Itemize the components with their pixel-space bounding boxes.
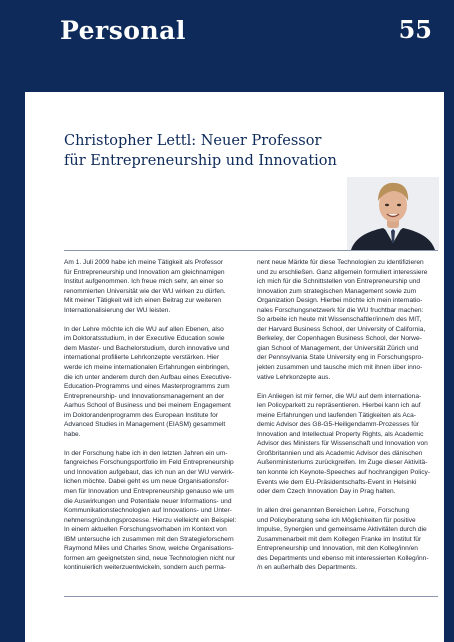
- paragraph-line: jekten zusammen und tausche mich mit ihnen über inno-: [257, 364, 423, 372]
- paragraph-line: In allen drei genannten Bereichen Lehre, Forschung: [257, 507, 410, 515]
- paragraph-line: nehmensgründungsprozesse. Hierzu vielleicht ein Beispiel:: [64, 516, 237, 524]
- paragraph-line: und Policyberatung sehe ich Möglichkeiten für positive: [257, 516, 416, 524]
- article-paragraph: [257, 392, 439, 497]
- paragraph-line: Education-Programms und eines Masterprogramms zum: [64, 383, 230, 391]
- paragraph-line: formen am geeignetsten sind, neue Technologien nicht nur: [64, 554, 236, 562]
- paragraph-line: die Auswirkungen und Potentiale neuer Informations- und: [64, 497, 232, 505]
- paragraph-line: Mit meiner Tätigkeit will ich einen Beitrag zur weiteren: [64, 297, 222, 305]
- section-title: Personal: [60, 16, 186, 45]
- text-column-left: [64, 258, 246, 582]
- paragraph-line: lichen möchte. Dabei geht es um neue Organisationsfor-: [64, 478, 229, 486]
- article-title-line: für Entrepreneurship und Innovation: [64, 153, 337, 169]
- paragraph-line: Innovation and Intellectual Property Rights, als Academic: [257, 430, 424, 438]
- paragraph-line: Großbritannien und als Academic Advisor des dänischen: [257, 449, 423, 457]
- paragraph-line: Entrepreneurship und Innovation, mit den Kolleg/inn/en: [257, 545, 418, 553]
- paragraph-line: kontinuierlich weiterzuentwickeln, sondern auch perma-: [64, 564, 226, 572]
- paragraph-line: der Pennsylvania State University eng in Forschungspro-: [257, 354, 424, 362]
- paragraph-line: Kommunikationstechnologien auf Innovations- und Unter-: [64, 507, 232, 515]
- portrait-illustration: [347, 177, 439, 250]
- paragraph-line: So arbeite ich heute mit Wissenschaftler/inne/n des MIT,: [257, 316, 422, 324]
- bottom-divider: [64, 596, 438, 597]
- paragraph-line: Zusammenarbeit mit dem Kollegen Franke im Institut für: [257, 535, 422, 543]
- article-paragraph: [257, 258, 439, 382]
- paragraph-line: der Harvard Business School, der University of California,: [257, 325, 426, 333]
- paragraph-line: In der Lehre möchte ich die WU auf allen Ebenen, also: [64, 325, 224, 333]
- paragraph-line: len Policyparkett zu repräsentieren. Hierbei kann ich auf: [257, 402, 421, 410]
- paragraph-line: nales Forschungsnetzwerk für die WU fruchtbar machen:: [257, 306, 424, 314]
- paragraph-line: Entrepreneurship- und Innovationsmanagement an der: [64, 392, 225, 400]
- paragraph-line: Am 1. Juli 2009 habe ich meine Tätigkeit als Professor: [64, 259, 223, 266]
- paragraph-line: Ein Anliegen ist mir ferner, die WU auf dem internationa-: [257, 392, 422, 400]
- title-divider: [64, 250, 438, 251]
- paragraph-line: men für Innovation und Entrepreneurship genauso wie um: [64, 488, 234, 496]
- page-number: 55: [398, 15, 432, 44]
- paragraph-line: im Doktorandenprogramm des European Institute for: [64, 411, 218, 419]
- paragraph-line: Impulse, Synergien und gemeinsame Aktivitäten durch die: [257, 526, 427, 534]
- paragraph-line: Aarhus School of Business und bei meinem Engagement: [64, 402, 231, 410]
- paragraph-line: In der Forschung habe ich in den letzten Jahren ein um-: [64, 449, 228, 457]
- paragraph-line: Berkeley, der Copenhagen Business School, der Norwe-: [257, 335, 422, 343]
- paragraph-line: Advisor des Ministers für Wissenschaft und Innovation von: [257, 440, 428, 448]
- paragraph-line: werde ich meine internationalen Erfahrungen einbringen,: [64, 363, 230, 371]
- paragraph-line: vative Lehrkonzepte aus.: [257, 373, 331, 381]
- paragraph-line: Außenministeriums zurückgreifen. Im Zuge dieser Aktivitä-: [257, 459, 428, 467]
- paragraph-line: gian School of Management, der Universität Zürich und: [257, 344, 419, 352]
- article-paragraph: [257, 506, 439, 573]
- article-title: [64, 131, 434, 171]
- paragraph-line: und Innovation aufgebaut, das ich nun an der WU verwirk-: [64, 468, 235, 476]
- paragraph-line: im Doktoratsstudium, in der Executive Education sowie: [64, 335, 225, 343]
- article-paragraph: [64, 325, 246, 440]
- portrait-photo: [347, 177, 439, 250]
- paragraph-line: Raymond Miles und Charles Snow, welche Organisations-: [64, 545, 234, 553]
- paragraph-line: Advanced Studies in Management (EIASM) gesammelt: [64, 421, 226, 429]
- paragraph-line: IBM untersuche ich zusammen mit den Strategieforschern: [64, 535, 234, 543]
- left-margin-strip: [0, 92, 25, 642]
- paragraph-line: oder dem Czech Innovation Day in Prag halten.: [257, 488, 396, 496]
- paragraph-line: für Entrepreneurship und Innovation am gleichnamigen: [64, 268, 225, 276]
- paragraph-line: die ich unter anderem durch den Aufbau eines Executive-: [64, 373, 232, 381]
- paragraph-line: Institut aufgenommen. Ich freue mich sehr, an einer so: [64, 278, 224, 286]
- paragraph-line: meine Erfahrungen und laufenden Tätigkeiten als Aca-: [257, 411, 416, 419]
- article-title-line: Christopher Lettl: Neuer Professor: [64, 133, 322, 149]
- paragraph-line: renommierten Universität wie der WU wirken zu dürfen.: [64, 287, 226, 295]
- paragraph-line: Internationalisierung der WU leisten.: [64, 306, 171, 314]
- paragraph-line: In einem aktuellen Forschungsvorhaben im Kontext von: [64, 526, 227, 534]
- paragraph-line: international profilierte Lehrkonzepte verstärken. Hier: [64, 354, 220, 362]
- paragraph-line: /n en außerhalb des Departments.: [257, 564, 358, 572]
- section-header-bar: [0, 0, 454, 92]
- paragraph-line: dem Master- und Bachelorstudium, durch innovative und: [64, 344, 230, 352]
- paragraph-line: des Departments und ebenso mit interessierten Kolleg/inn-: [257, 554, 429, 562]
- paragraph-line: ten konnte ich Keynote-Speeches auf hochrangigen Policy-: [257, 468, 431, 476]
- article-paragraph: [64, 449, 246, 573]
- paragraph-line: Organization Design. Hierbei möchte ich mein internatio-: [257, 297, 423, 305]
- article-paragraph: [64, 258, 246, 315]
- paragraph-line: und zu erschließen. Ganz allgemein formuliert interessiere: [257, 268, 428, 276]
- right-margin-strip: [444, 92, 454, 642]
- paragraph-line: fangreiches Forschungsportfolio im Feld Entrepreneurship: [64, 459, 234, 467]
- paragraph-line: Innovation zum strategischen Management sowie zum: [257, 287, 417, 295]
- paragraph-line: demic Advisor des G8-G5-Heiligendamm-Prozesses für: [257, 421, 419, 429]
- text-column-right: [257, 258, 439, 582]
- paragraph-line: nent neue Märkte für diese Technologien zu identifizieren: [257, 259, 424, 266]
- paragraph-line: Events wie dem EU-Präsidentschafts-Event in Helsinki: [257, 478, 417, 486]
- paragraph-line: ich mich für die Schnittstellen von Entrepreneurship und: [257, 278, 421, 286]
- paragraph-line: habe.: [64, 430, 81, 438]
